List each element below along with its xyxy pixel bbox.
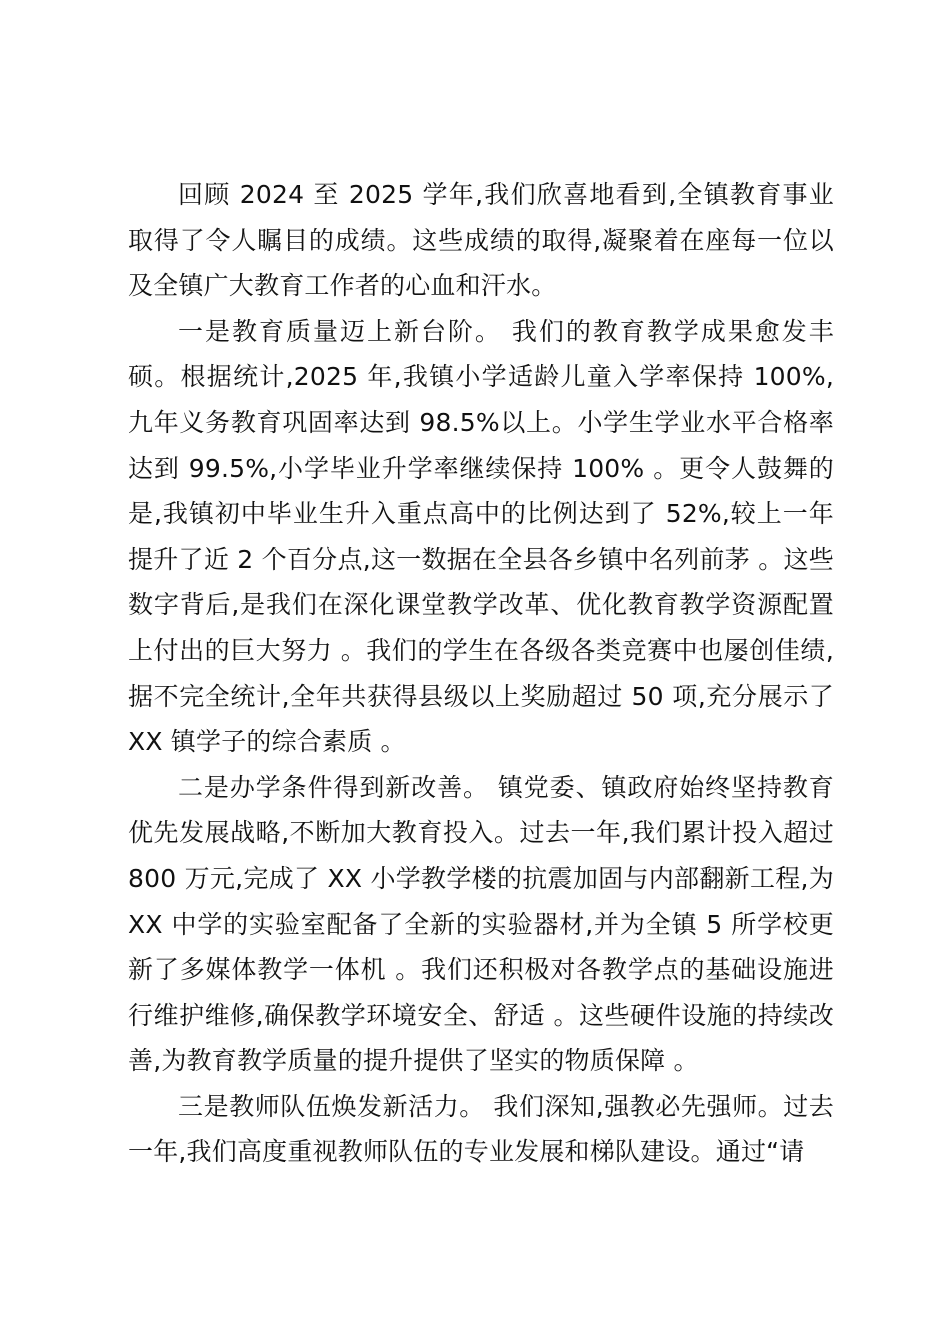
paragraph-review: 回顾 2024 至 2025 学年,我们欣喜地看到,全镇教育事业取得了令人瞩目的成绩。这些成绩的取得,凝聚着在座每一位以及全镇广大教育工作者的心血和汗水。 (128, 180, 834, 301)
paragraph-education-quality: 一是教育质量迈上新台阶。 我们的教育教学成果愈发丰硕。根据统计,2025 年,我镇小学适龄儿童入学率保持 100%,九年义务教育巩固率达到 98.5%以上。小学生学业水平合格率达到 99.5%,小学毕业升学率继续保持 100% 。更令人鼓舞的是,我镇初中毕业生升入重点高中的比例达到了 52%,较上一年提升了近 2 个百分点,这一数据在全县各乡镇中名列前茅 。这些数字背后,是我们在深化课堂教学改革、优化教育教学资源配置上付出的巨大努力 。我们的学生在各级各类竞赛中也屡创佳绩,据不完全统计,全年共获得县级以上奖励超过 50 项,充分展示了 XX 镇学子的综合素质 。 (128, 316, 834, 757)
document-body (128, 172, 834, 1175)
paragraph-teacher-team: 三是教师队伍焕发新活力。 我们深知,强教必先强师。过去一年,我们高度重视教师队伍的专业发展和梯队建设。通过“请 (128, 1091, 834, 1167)
paragraph-school-conditions: 二是办学条件得到新改善。 镇党委、镇政府始终坚持教育优先发展战略,不断加大教育投入。过去一年,我们累计投入超过 800 万元,完成了 XX 小学教学楼的抗震加固与内部翻新工程,为 XX 中学的实验室配备了全新的实验器材,并为全镇 5 所学校更新了多媒体教学一体机 。我们还积极对各教学点的基础设施进行维护维修,确保教学环境安全、舒适 。这些硬件设施的持续改善,为教育教学质量的提升提供了坚实的物质保障 。 (128, 772, 834, 1076)
